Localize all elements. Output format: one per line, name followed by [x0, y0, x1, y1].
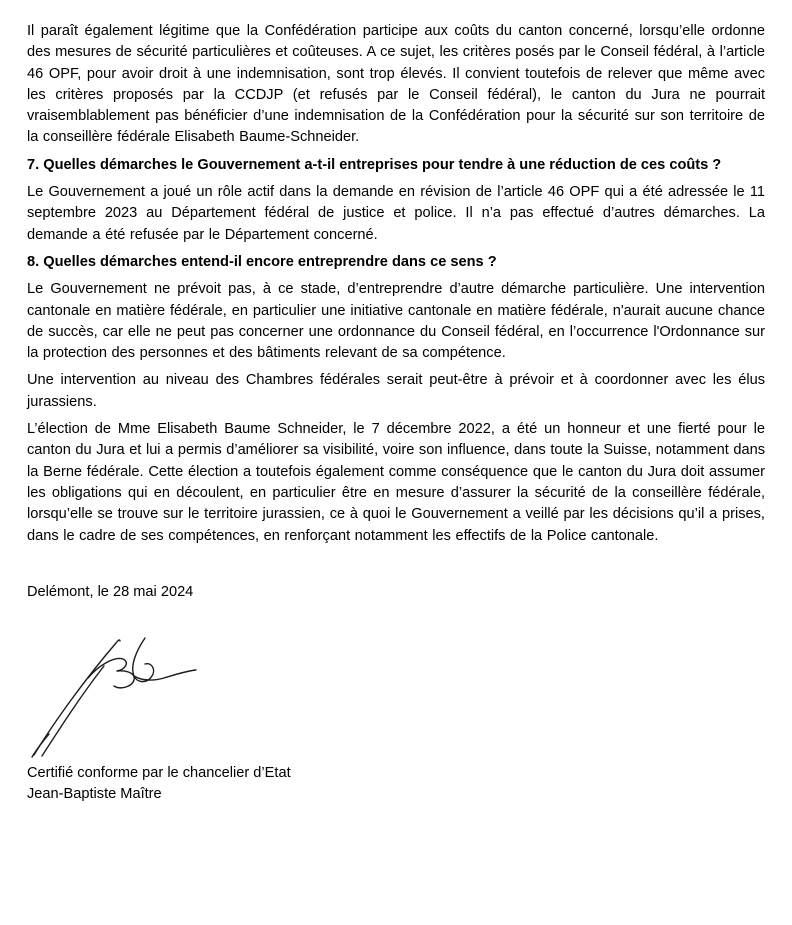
question-8-heading: 8. Quelles démarches entend-il encore entreprendre dans ce sens ? [27, 253, 497, 270]
question-7-heading: 7. Quelles démarches le Gouvernement a-t-il entreprises pour tendre à une réduction de ces coûts ? [27, 156, 722, 173]
certification-block [27, 763, 765, 806]
date-place-line: Delémont, le 28 mai 2024 [27, 583, 194, 600]
question-8-answer-paragraph-1: Le Gouvernement ne prévoit pas, à ce stade, d’entreprendre d’autre démarche particulière. Une intervention cantonale en matière fédérale, en particulier une initiative cantonale en matière fédérale, n'aurait aucune chance de succès, car elle ne peut pas concerner une ordonnance du Conseil fédéral, en l’occurrence l'Ordonnance sur la protection des personnes et des bâtiments relevant de sa compétence. [27, 281, 765, 362]
closing-paragraph: L’élection de Mme Elisabeth Baume Schneider, le 7 décembre 2022, a été un honneur et une fierté pour le canton du Jura et lui a permis d’améliorer sa visibilité, voire son influence, dans toute la Suisse, notamment dans la Berne fédérale. Cette élection a toutefois également comme conséquence que le canton du Jura doit assumer les obligations qui en découlent, en particulier être en mesure d’assurer la sécurité de la conseillère fédérale, lorsqu’elle se trouve sur le territoire jurassien, ce à quoi le Gouvernement a veillé par les décisions qu’il a prises, dans le cadre de ses compétences, en renforçant notamment les effectifs de la Police cantonale. [27, 421, 765, 544]
signature-block [30, 626, 765, 758]
certification-line-1: Certifié conforme par le chancelier d’Etat [27, 765, 291, 782]
certification-line-2: Jean-Baptiste Maître [27, 786, 162, 803]
intro-paragraph: Il paraît également légitime que la Confédération participe aux coûts du canton concerné, lorsqu’elle ordonne des mesures de sécurité particulières et coûteuses. A ce sujet, les critères posés par le Conseil fédéral, à l’article 46 OPF, pour avoir droit à une indemnisation, sont trop élevés. Il convient toutefois de relever que même avec les critères proposés par la CCDJP (et refusés par le Conseil fédéral), le canton du Jura ne pourrait vraisemblablement pas bénéficier d’une indemnisation de la Confédération pour la sécurité sur son territoire de la conseillère fédérale Elisabeth Baume-Schneider. [27, 23, 765, 146]
question-7-answer: Le Gouvernement a joué un rôle actif dans la demande en révision de l’article 46 OPF qui a été adressée le 11 septembre 2023 au Département fédéral de justice et police. Il n’a pas effectué d’autres démarches. La demande a été refusée par le Département concerné. [27, 184, 765, 243]
handwritten-signature-icon [30, 626, 202, 758]
question-8-answer-paragraph-2: Une intervention au niveau des Chambres fédérales serait peut-être à prévoir et à coordonner avec les élus jurassiens. [27, 372, 765, 410]
